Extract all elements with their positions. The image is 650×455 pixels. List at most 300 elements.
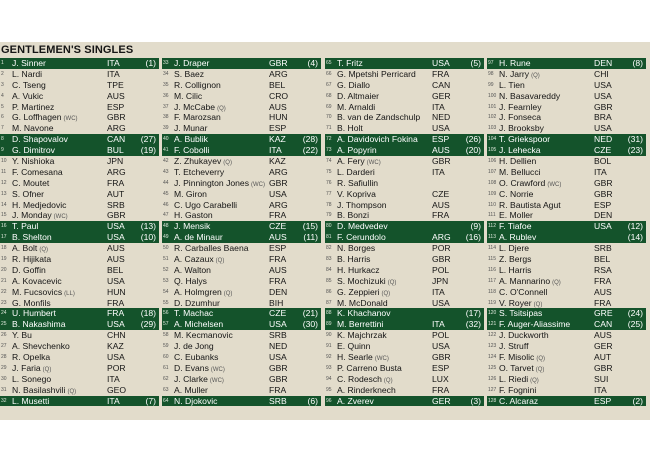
- country-code: USA: [432, 297, 450, 308]
- player-row: [487, 396, 646, 407]
- draw-position: 75: [326, 168, 332, 175]
- seed-number: (20): [465, 145, 481, 156]
- draw-position: 103: [488, 125, 497, 132]
- draw-position: 56: [163, 310, 169, 317]
- country-code: FRA: [269, 275, 287, 286]
- player-row: [325, 276, 484, 287]
- player-name-cell: [12, 396, 49, 407]
- player-row: [162, 341, 321, 352]
- player-name-cell: [12, 200, 66, 211]
- draw-board: [0, 42, 650, 420]
- draw-position: 84: [326, 266, 332, 273]
- seed-number: (4): [307, 58, 318, 68]
- player-row: [325, 265, 484, 276]
- player-row: [487, 58, 646, 69]
- player-name-cell: [12, 374, 51, 385]
- player-name: M. Giron: [174, 188, 207, 199]
- country-code: FRA: [269, 254, 287, 265]
- country-code: NED: [269, 341, 288, 352]
- player-name: M. Navone: [12, 123, 54, 134]
- seed-number: (27): [140, 134, 156, 145]
- player-row: [0, 254, 159, 265]
- player-name-cell: [174, 385, 208, 396]
- country-code: GER: [594, 341, 613, 352]
- player-name: H. Rune: [499, 58, 531, 68]
- player-name-cell: [499, 254, 531, 265]
- player-row: [325, 374, 484, 385]
- country-code: ITA: [594, 166, 607, 177]
- player-row: [0, 134, 159, 145]
- country-code: BUL: [107, 145, 124, 156]
- player-name: U. Humbert: [12, 308, 56, 319]
- player-name-cell: [499, 221, 531, 232]
- player-row: [325, 200, 484, 211]
- entry-tag: (Q): [387, 279, 397, 286]
- country-code: GBR: [269, 373, 288, 384]
- country-code: FRA: [432, 68, 450, 79]
- player-name-cell: [174, 396, 217, 407]
- entry-tag: (Q): [536, 356, 546, 363]
- player-name: F. Comesana: [12, 166, 63, 177]
- player-name: T. Machac: [174, 308, 214, 319]
- player-name-cell: [337, 210, 369, 221]
- draw-position: 67: [326, 81, 332, 88]
- seed-number: (2): [632, 395, 643, 406]
- country-code: CZE: [594, 145, 612, 156]
- draw-position: 18: [1, 245, 7, 252]
- player-name: G. Dimitrov: [12, 145, 55, 156]
- player-row: [162, 156, 321, 167]
- player-row: [162, 319, 321, 330]
- country-code: AUS: [107, 254, 125, 265]
- draw-position: 6: [1, 114, 4, 121]
- player-name: A. Walton: [174, 264, 211, 275]
- draw-position: 41: [163, 147, 169, 154]
- player-row: [0, 58, 159, 69]
- country-code: FRA: [594, 275, 612, 286]
- player-name: F. Marozsan: [174, 112, 221, 123]
- draw-position: 46: [163, 201, 169, 208]
- player-name: R. Opelka: [12, 352, 51, 363]
- draw-position: 80: [326, 223, 332, 230]
- player-row: [0, 352, 159, 363]
- draw-position: 89: [326, 321, 332, 328]
- entry-tag: (WC): [209, 377, 224, 384]
- player-row: [325, 58, 484, 69]
- player-name: A. Davidovich Fokina: [337, 134, 418, 145]
- player-row: [162, 102, 321, 113]
- player-name-cell: [337, 330, 387, 341]
- draw-position: 2: [1, 70, 4, 77]
- player-row: [162, 308, 321, 319]
- entry-tag: (WC): [374, 356, 389, 363]
- player-name: F. Cobolli: [174, 145, 210, 156]
- player-row: [325, 189, 484, 200]
- draw-position: 27: [1, 343, 7, 350]
- player-name-cell: [174, 232, 223, 243]
- player-name: Q. Halys: [174, 275, 207, 286]
- draw-position: 42: [163, 158, 169, 165]
- player-name-cell: [337, 298, 388, 309]
- player-name: C. Eubanks: [174, 352, 219, 363]
- draw-position: 32: [1, 397, 7, 404]
- draw-column-3: [325, 58, 484, 407]
- player-name-cell: [499, 145, 541, 156]
- country-code: AUS: [269, 264, 287, 275]
- player-row: [487, 123, 646, 134]
- country-code: KAZ: [269, 156, 286, 167]
- country-code: BEL: [594, 254, 611, 265]
- player-row: [487, 374, 646, 385]
- country-code: FRA: [107, 297, 125, 308]
- draw-column-1: [0, 58, 159, 407]
- player-row: [162, 134, 321, 145]
- player-name: F. Tiafoe: [499, 221, 532, 232]
- player-row: [162, 58, 321, 69]
- player-name: A. Shevchenko: [12, 341, 70, 352]
- player-row: [0, 308, 159, 319]
- entry-tag: (Q): [42, 366, 52, 373]
- draw-position: 17: [1, 234, 7, 241]
- player-row: [0, 374, 159, 385]
- player-row: [487, 156, 646, 167]
- player-name: D. Altmaier: [337, 90, 380, 101]
- player-name: S. Ofner: [12, 188, 44, 199]
- draw-position: 40: [163, 136, 169, 143]
- draw-position: 25: [1, 321, 7, 328]
- seed-number: (16): [465, 232, 481, 243]
- player-name: D. Evans: [174, 362, 209, 373]
- draw-position: 4: [1, 92, 4, 99]
- player-row: [325, 156, 484, 167]
- draw-position: 53: [163, 277, 169, 284]
- player-name-cell: [499, 156, 536, 167]
- player-name-cell: [174, 145, 209, 156]
- player-name: V. Royer: [499, 297, 532, 308]
- country-code: GBR: [432, 352, 451, 363]
- player-name-cell: [337, 167, 375, 178]
- country-code: ARG: [107, 123, 126, 134]
- country-code: ITA: [107, 68, 120, 79]
- draw-position: 52: [163, 266, 169, 273]
- seed-number: (12): [627, 221, 643, 232]
- player-name-cell: [12, 156, 54, 167]
- player-name: D. Dzumhur: [174, 297, 220, 308]
- country-code: ITA: [432, 319, 445, 330]
- player-row: [0, 319, 159, 330]
- player-name-cell: [499, 243, 529, 254]
- draw-position: 45: [163, 190, 169, 197]
- entry-tag: (Q): [39, 247, 48, 254]
- country-code: POR: [432, 243, 451, 254]
- draw-position: 24: [1, 310, 7, 317]
- country-code: ESP: [594, 199, 612, 210]
- draw-position: 49: [163, 234, 169, 241]
- player-name: M. Berrettini: [337, 319, 384, 330]
- player-name: D. Goffin: [12, 264, 46, 275]
- player-row: [162, 123, 321, 134]
- country-code: POL: [432, 330, 450, 341]
- entry-tag: (Q): [531, 72, 540, 79]
- player-name-cell: [337, 123, 363, 134]
- player-name-cell: [499, 58, 531, 69]
- entry-tag: (Q): [67, 388, 77, 395]
- country-code: GBR: [107, 112, 126, 123]
- entry-tag: (Q): [215, 258, 225, 265]
- seed-number: (10): [140, 232, 156, 243]
- draw-position: 85: [326, 277, 332, 284]
- country-code: ESP: [432, 362, 450, 373]
- player-name: T. Etcheverry: [174, 166, 225, 177]
- seed-number: (22): [302, 145, 318, 156]
- country-code: CHN: [107, 330, 126, 341]
- draw-position: 47: [163, 212, 169, 219]
- country-code: GBR: [432, 156, 451, 167]
- player-row: [325, 102, 484, 113]
- entry-tag: (WC): [251, 181, 266, 188]
- player-name: A. Fery: [337, 156, 365, 167]
- player-row: [0, 145, 159, 156]
- player-name: J. Draper: [174, 58, 210, 68]
- country-code: SRB: [594, 243, 612, 254]
- player-row: [162, 221, 321, 232]
- player-name: N. Basilashvili: [12, 384, 66, 395]
- country-code: HUN: [269, 112, 288, 123]
- seed-number: (17): [465, 308, 481, 319]
- player-row: [487, 200, 646, 211]
- player-name: J. Fonseca: [499, 112, 542, 123]
- player-name: J. de Jong: [174, 341, 214, 352]
- player-row: [162, 178, 321, 189]
- country-code: GER: [432, 90, 451, 101]
- country-code: USA: [594, 90, 612, 101]
- player-name: C. Norrie: [499, 188, 534, 199]
- draw-position: 78: [326, 201, 332, 208]
- player-name-cell: [337, 200, 387, 211]
- player-row: [162, 167, 321, 178]
- player-name: F. Auger-Aliassime: [499, 319, 571, 330]
- player-row: [162, 91, 321, 102]
- draw-position: 55: [163, 299, 169, 306]
- player-name: O. Crawford: [499, 177, 546, 188]
- seed-number: (13): [140, 221, 156, 232]
- player-row: [325, 112, 484, 123]
- draw-position: 26: [1, 332, 7, 339]
- player-name-cell: [499, 210, 533, 221]
- seed-number: (15): [302, 221, 318, 232]
- player-row: [0, 102, 159, 113]
- country-code: JPN: [432, 275, 449, 286]
- country-code: USA: [269, 352, 287, 363]
- draw-position: 11: [1, 168, 7, 175]
- player-name: B. Shelton: [12, 232, 52, 243]
- player-row: [0, 363, 159, 374]
- player-name-cell: [12, 254, 51, 265]
- player-row: [162, 385, 321, 396]
- country-code: USA: [594, 221, 612, 232]
- draw-position: 51: [163, 256, 169, 263]
- country-code: AUT: [594, 352, 612, 363]
- player-name-cell: [174, 308, 213, 319]
- player-name-cell: [174, 276, 207, 287]
- player-name: A. Rublev: [499, 232, 537, 243]
- country-code: ARG: [269, 199, 288, 210]
- player-name: H. Dellien: [499, 156, 537, 167]
- country-code: NED: [432, 112, 451, 123]
- player-name-cell: [337, 319, 383, 330]
- draw-position: 91: [326, 343, 332, 350]
- country-code: CAN: [432, 79, 451, 90]
- draw-position: 93: [326, 364, 332, 371]
- player-row: [0, 167, 159, 178]
- player-name-cell: [499, 265, 531, 276]
- player-name: F. Cerundolo: [337, 232, 386, 243]
- player-name-cell: [174, 112, 221, 123]
- entry-tag: (Q): [552, 279, 561, 286]
- player-name: Y. Nishioka: [12, 156, 55, 167]
- country-code: USA: [107, 319, 125, 330]
- player-name: P. Carreno Busta: [337, 362, 402, 373]
- player-name: C. Tseng: [12, 79, 46, 90]
- country-code: FRA: [432, 384, 450, 395]
- country-code: USA: [107, 275, 125, 286]
- player-name: B. Harris: [337, 254, 371, 265]
- seed-number: (9): [470, 221, 481, 232]
- draw-position: 74: [326, 158, 332, 165]
- entry-tag: (Q): [217, 105, 226, 112]
- player-name: J. Thompson: [337, 199, 387, 210]
- player-name: M. Arnaldi: [337, 101, 376, 112]
- country-code: ESP: [432, 134, 450, 145]
- country-code: USA: [107, 221, 125, 232]
- country-code: ESP: [594, 395, 612, 406]
- country-code: AUT: [107, 188, 125, 199]
- player-name: A. Popyrin: [337, 145, 377, 156]
- seed-number: (7): [145, 395, 156, 406]
- country-code: AUS: [594, 330, 612, 341]
- player-name: A. de Minaur: [174, 232, 223, 243]
- player-name: H. Gaston: [174, 210, 213, 221]
- player-name: J. Fearnley: [499, 101, 542, 112]
- player-name-cell: [12, 189, 44, 200]
- player-name-cell: [499, 308, 542, 319]
- player-name-cell: [499, 232, 536, 243]
- player-name-cell: [337, 134, 418, 145]
- player-name: L. Tien: [499, 79, 525, 90]
- draw-position: 73: [326, 147, 332, 154]
- entry-tag: (Q): [381, 290, 391, 297]
- country-code: USA: [432, 341, 450, 352]
- player-name-cell: [174, 91, 202, 102]
- entry-tag: (Q): [223, 290, 233, 297]
- player-name-cell: [12, 330, 32, 341]
- entry-tag: (WC): [53, 214, 68, 221]
- draw-position: 127: [488, 386, 497, 393]
- entry-tag: (Q): [533, 301, 543, 308]
- draw-position: 44: [163, 179, 169, 186]
- player-row: [0, 298, 159, 309]
- player-row: [162, 374, 321, 385]
- country-code: ITA: [432, 286, 445, 297]
- player-row: [325, 123, 484, 134]
- player-row: [325, 352, 484, 363]
- draw-position: 23: [1, 299, 7, 306]
- draw-position: 57: [163, 321, 169, 328]
- player-name: A. Muller: [174, 384, 208, 395]
- player-name-cell: [12, 178, 49, 189]
- player-name: N. Jarry: [499, 68, 530, 79]
- draw-position: 33: [163, 60, 169, 66]
- player-row: [0, 189, 159, 200]
- player-name: H. Searle: [337, 352, 373, 363]
- player-name-cell: [337, 145, 377, 156]
- player-name-cell: [174, 319, 223, 330]
- player-row: [162, 232, 321, 243]
- player-name-cell: [174, 265, 211, 276]
- country-code: GEO: [107, 384, 127, 395]
- draw-position: 128: [488, 397, 497, 404]
- player-row: [0, 385, 159, 396]
- country-code: GBR: [594, 362, 613, 373]
- player-name: L. Riedi: [499, 373, 529, 384]
- player-row: [162, 254, 321, 265]
- country-code: DEN: [594, 210, 613, 221]
- player-name-cell: [12, 80, 46, 91]
- player-name: S. Mochizuki: [337, 275, 386, 286]
- draw-position: 114: [488, 245, 496, 252]
- draw-position: 119: [488, 299, 496, 306]
- player-name: T. Paul: [12, 221, 39, 232]
- player-name-cell: [12, 91, 43, 102]
- player-name-cell: [337, 363, 402, 374]
- player-name-cell: [337, 308, 391, 319]
- player-name-cell: [499, 134, 550, 145]
- draw-position: 60: [163, 354, 169, 361]
- draw-position: 62: [163, 375, 169, 382]
- player-name-cell: [174, 80, 221, 91]
- player-name: L. Nardi: [12, 68, 43, 79]
- player-row: [0, 200, 159, 211]
- player-row: [325, 232, 484, 243]
- country-code: KAZ: [269, 134, 286, 145]
- draw-position: 110: [488, 201, 496, 208]
- draw-position: 43: [163, 168, 169, 175]
- player-row: [325, 210, 484, 221]
- draw-position: 30: [1, 375, 7, 382]
- player-row: [325, 330, 484, 341]
- draw-position: 121: [488, 321, 497, 328]
- player-name: J. Brooksby: [499, 123, 544, 134]
- country-code: CRO: [269, 90, 289, 101]
- draw-position: 28: [1, 354, 7, 361]
- player-name-cell: [499, 341, 528, 352]
- country-code: GBR: [594, 101, 613, 112]
- player-row: [487, 145, 646, 156]
- player-name-cell: [499, 123, 544, 134]
- country-code: TPE: [107, 79, 124, 90]
- entry-tag: (WC): [63, 116, 78, 123]
- player-row: [325, 319, 484, 330]
- country-code: SRB: [269, 330, 287, 341]
- draw-position: 34: [163, 70, 169, 77]
- player-row: [162, 145, 321, 156]
- country-code: ITA: [269, 145, 282, 156]
- player-name: R. Bautista Agut: [499, 199, 561, 210]
- player-name-cell: [174, 210, 213, 221]
- player-name-cell: [337, 385, 396, 396]
- player-row: [325, 80, 484, 91]
- player-name: A. Zverev: [337, 395, 374, 406]
